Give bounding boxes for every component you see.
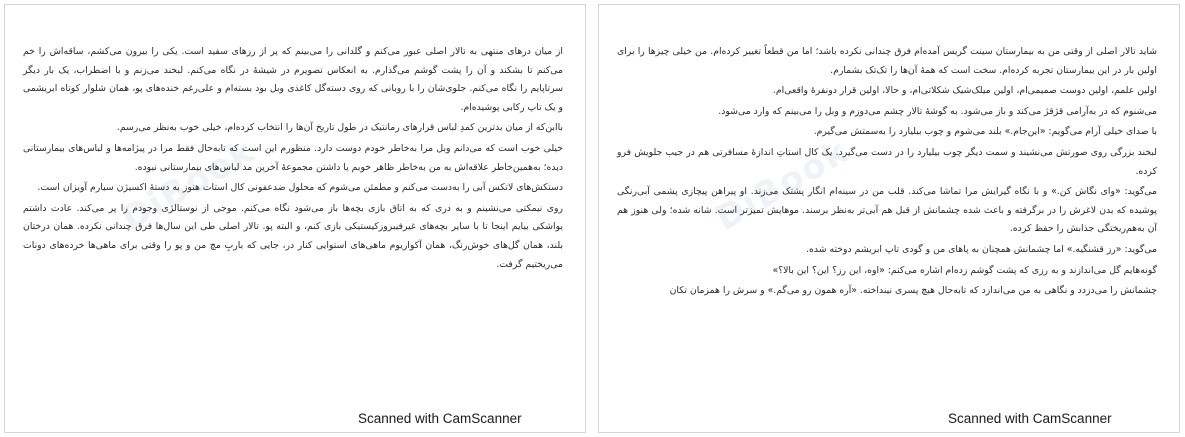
paragraph: باابن‌که از میان بدترین کمدِ لباس قرارهای رمانتیک در طول تاریخ آن‌ها را انتخاب کرده‌ام، خیلی خوب به‌نظر می‌رسم. — [116, 122, 563, 134]
page-text — [23, 43, 563, 276]
paragraph: لبخند بزرگی روی صورتش می‌نشیند و سمت دیگر چوب بیلیارد را در دست می‌گیرد. یک کال استاتِ اندازهٔ مسافرتی هم در جیب جلویش فرو کرده. — [617, 146, 1157, 177]
paragraph: می‌شنوم که در به‌آرامی قژقژ می‌کند و باز می‌شود. به گوشهٔ تالار چشم می‌دوزم و وبل را می‌بینم که وارد می‌شود. — [718, 105, 1157, 117]
paragraph: از میان درهای منتهی به تالار اصلی عبور می‌کنم و گلدانی را می‌بینم که پر از رزهای سفید است. یکی را بیرون می‌کشم، ساقه‌اش را خم می‌کنم تا بشکند و آن را پشت گوشم می‌گذارم. به انعکاس تصویرم در شیشهٔ در نگاه می‌کنم. لبخند می‌زنم و با اضطراب، یک بار دیگر سرتاپایم را نگاه می‌کنم. جلوی‌شان را با روبانی که روی دسته‌گل کاغذی وبل بود بسته‌ام و علی‌رغم خنده‌های پو، همان شلوار کوتاه ابریشمی و یک تاپ رکابی پوشیده‌ام. — [23, 46, 563, 113]
watermark: DiBook — [114, 130, 263, 240]
paragraph: خیلی خوب است که می‌دانم وبل مرا به‌خاطر خودم دوست دارد. منظورم این است که تابه‌حال فقط مرا در پیژامه‌ها و لباس‌های بیمارستانی دیده؛ به‌همین‌خاطر علاقه‌اش به من به‌خاطر ظاهر خوبم یا داشتن مجموعهٔ آخرین مد لباس‌های بیمارستانی نبوده. — [23, 142, 563, 173]
paragraph: دستکش‌های لاتکس آبی را به‌دست می‌کنم و مطمئن می‌شوم که محلول ضدعفونی کال استات هنوز به دستهٔ اکسیژن سیارم آویزان است. — [37, 182, 563, 194]
scanner-footer: Scanned with CamScanner — [948, 411, 1112, 426]
paragraph: اولین علمم، اولین دوست صمیمی‌ام، اولین میلک‌شیک شکلاتی‌ام، و حالا، اولین قرار دونفرهٔ واقعی‌ام. — [772, 85, 1157, 97]
paragraph: گونه‌هایم گل می‌اندازند و به رزی که پشت گوشم زده‌ام اشاره می‌کنم: «اوه، این رز؟ این؟ این بالا؟» — [772, 264, 1157, 276]
paragraph: می‌گوید: «رز قشنگیه.» اما چشمانش همچنان به پاهای من و گودی تاپ ابریشم دوخته شده. — [806, 243, 1157, 255]
scanned-page-right — [598, 4, 1180, 433]
paragraph: چشمانش را می‌دزدد و نگاهی به من می‌اندازد که تابه‌حال هیچ پسری نینداخته. «آره همون رو می‌گم.» و سرش را همزمان تکان — [669, 285, 1157, 297]
page-text — [617, 43, 1157, 303]
paragraph: با صدای خیلی آرام می‌گویم: «این‌جام.» بلند می‌شوم و چوب بیلیارد را به‌سمتش می‌گیرم. — [813, 126, 1157, 138]
scanned-page-left — [4, 4, 586, 433]
paragraph: روی نیمکتی می‌نشینم و به دری که به اتاق بازی بچه‌ها باز می‌شود نگاه می‌کنم. موجی از نوستالژی وجودم را پر می‌کند. عادت داشتم یواشکی بیایم اینجا تا با سایر بچه‌های غیرفیبروزکیستیکی بازی کنم، و البته پو. تالار اصلی طی این سال‌ها فرق چندانی نکرده. همان درختان بلند، همان گل‌های خوش‌رنگ، همان آکواریوم ماهی‌های استوایی کنار در، جایی که باربِ مچ من و پو را وقتی برای ماهی‌ها خرده‌های دونات می‌ریختیم گرفت. — [23, 202, 563, 270]
paragraph: شاید تالار اصلی از وقتی من به بیمارستان سینت گریس آمده‌ام فرق چندانی نکرده باشد؛ اما من قطعاً تغییر کرده‌ام. من خیلی چیزها را برای اولین بار در این بیمارستان تجربه کرده‌ام. سخت است که همهٔ آن‌ها را تک‌تک بشمارم. — [617, 46, 1157, 76]
paragraph: می‌گوید: «وای نگاش کن.» و با نگاه گیرایش مرا تماشا می‌کند. قلب من در سینه‌ام انگار پشتک می‌زند. او پیراهن پیچازی پشمی آبی‌رنگی پوشیده که بدن لاغرش را در برگرفته و باعث شده چشمانش از قبل هم آبی‌تر به‌نظر برسند. موهایش تمیزتر است. شانه شده؛ ولی هنوز هم آن به‌هم‌ریختگی جذابش را حفظ کرده. — [617, 186, 1157, 235]
scanner-footer: Scanned with CamScanner — [358, 411, 522, 426]
watermark: DiBook — [708, 130, 857, 240]
